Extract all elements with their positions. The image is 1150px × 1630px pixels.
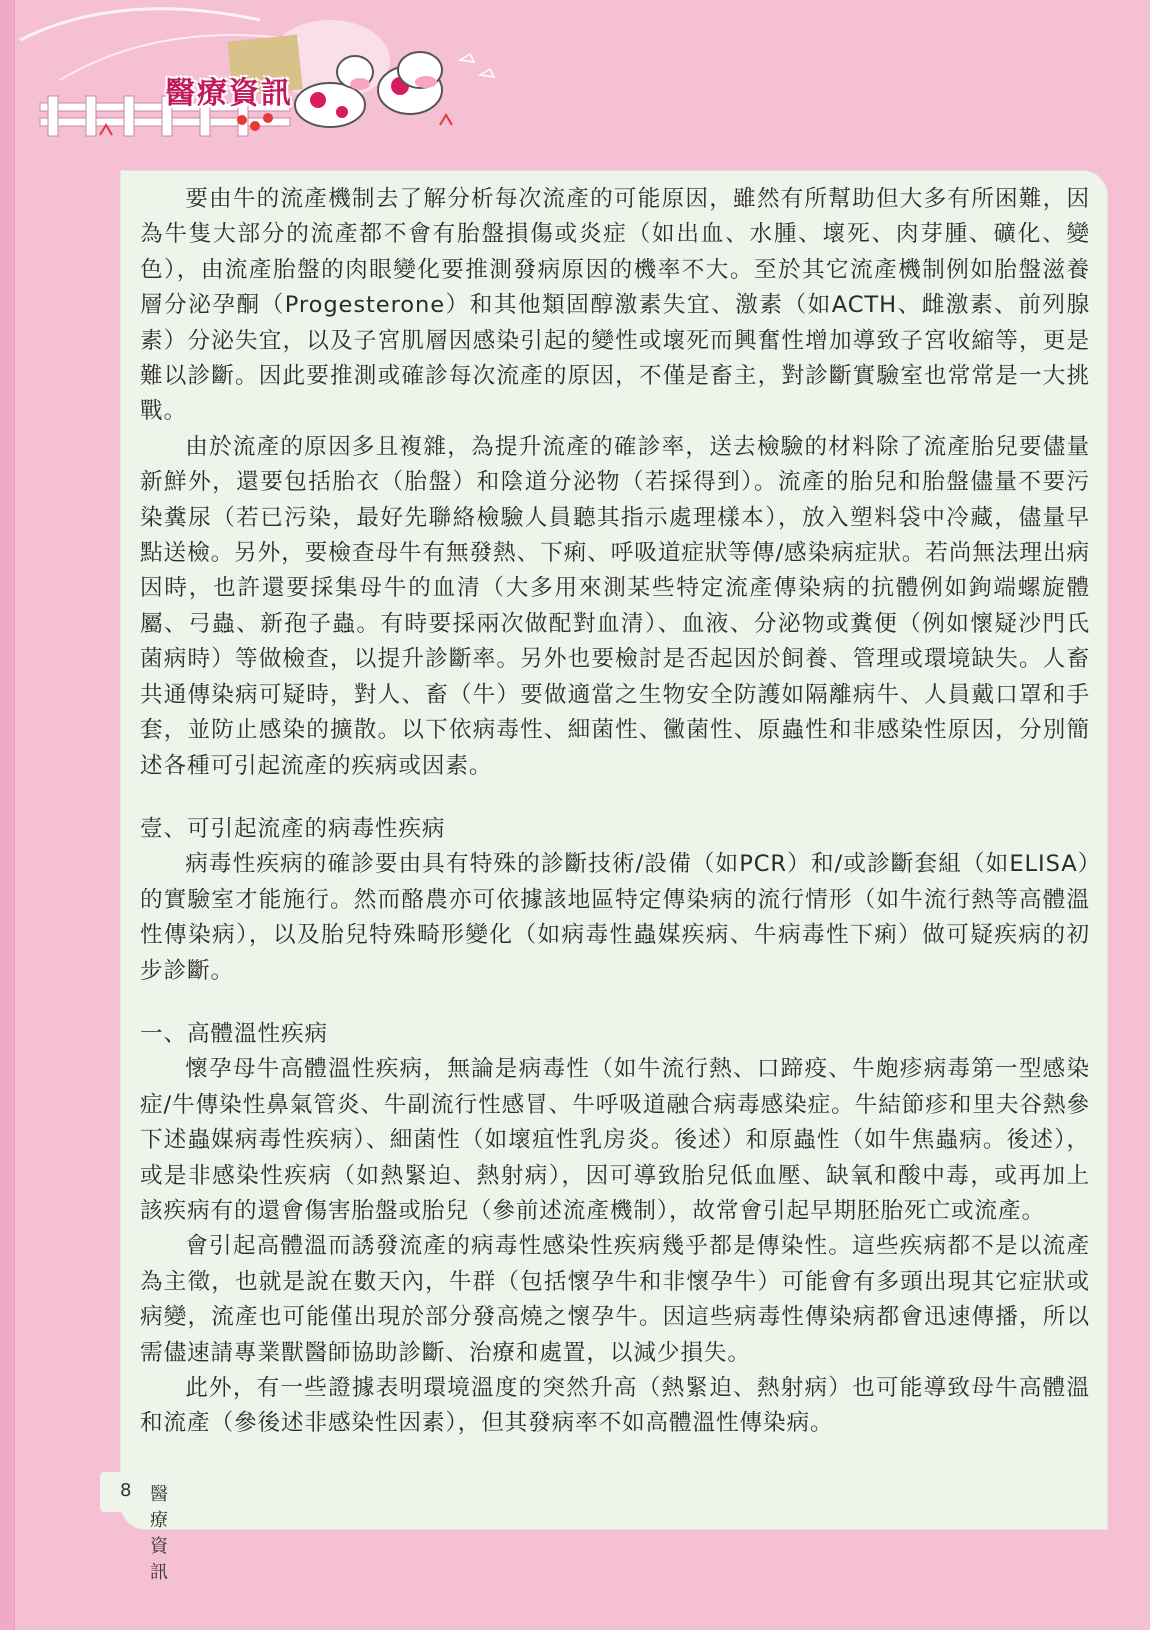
page-number: 8 (120, 1480, 132, 1501)
subsection-heading: 一、高體溫性疾病 (140, 1020, 328, 1047)
paragraph: 要由牛的流產機制去了解分析每次流產的可能原因，雖然有所幫助但大多有所困難，因為牛隻大部分的流產都不會有胎盤損傷或炎症（如出血、水腫、壞死、肉芽腫、礦化、變色），由流產胎盤的肉眼變化要推測發病原因的機率不大。至於其它流產機制例如胎盤滋養層分泌孕酮（Progesterone）和其他類固醇激素失宜、激素（如ACTH、雌激素、前列腺素）分泌失宜，以及子宮肌層因感染引起的變性或壞死而興奮性增加導致子宮收縮等，更是難以診斷。因此要推測或確診每次流產的原因，不僅是畜主，對診斷實驗室也常常是一大挑戰。 (140, 186, 1090, 425)
footer-section-label: 醫療資訊 (150, 1484, 169, 1583)
paragraph: 此外，有一些證據表明環境溫度的突然升高（熱緊迫、熱射病）也可能導致母牛高體溫和流產（參後述非感染性因素），但其發病率不如高體溫性傳染病。 (140, 1375, 1090, 1437)
paragraph: 病毒性疾病的確診要由具有特殊的診斷技術/設備（如PCR）和/或診斷套組（如ELISA）的實驗室才能施行。然而酪農亦可依據該地區特定傳染病的流行情形（如牛流行熱等高體溫性傳染病），以及胎兒特殊畸形變化（如病毒性蟲媒疾病、牛病毒性下痢）做可疑疾病的初步診斷。 (140, 851, 1090, 984)
paragraph: 懷孕母牛高體溫性疾病，無論是病毒性（如牛流行熱、口蹄疫、牛皰疹病毒第一型感染症/牛傳染性鼻氣管炎、牛副流行性感冒、牛呼吸道融合病毒感染症。牛結節疹和里夫谷熱參下述蟲媒病毒性疾病）、細菌性（如壞疽性乳房炎。後述）和原蟲性（如牛焦蟲病。後述），或是非感染性疾病（如熱緊迫、熱射病），因可導致胎兒低血壓、缺氧和酸中毒，或再加上該疾病有的還會傷害胎盤或胎兒（參前述流產機制），故常會引起早期胚胎死亡或流產。 (140, 1056, 1090, 1224)
header-banner (0, 0, 560, 160)
page-edge-strip (0, 0, 15, 1630)
section-title: 醫療資訊 (165, 76, 293, 111)
article-body (140, 182, 1090, 1442)
section-heading: 壹、可引起流產的病毒性疾病 (140, 815, 446, 842)
paragraph: 會引起高體溫而誘發流產的病毒性感染性疾病幾乎都是傳染性。這些疾病都不是以流產為主徵，也就是說在數天內，牛群（包括懷孕牛和非懷孕牛）可能會有多頭出現其它症狀或病變，流產也可能僅出現於部分發高燒之懷孕牛。因這些病毒性傳染病都會迅速傳播，所以需儘速請專業獸醫師協助診斷、治療和處置，以減少損失。 (140, 1233, 1090, 1366)
paragraph: 由於流產的原因多且複雜，為提升流產的確診率，送去檢驗的材料除了流產胎兒要儘量新鮮外，還要包括胎衣（胎盤）和陰道分泌物（若採得到）。流產的胎兒和胎盤儘量不要污染糞尿（若已污染，最好先聯絡檢驗人員聽其指示處理樣本），放入塑料袋中冷藏，儘量早點送檢。另外，要檢查母牛有無發熱、下痢、呼吸道症狀等傳/感染病症狀。若尚無法理出病因時，也許還要採集母牛的血清（大多用來測某些特定流產傳染病的抗體例如鉤端螺旋體屬、弓蟲、新孢子蟲。有時要採兩次做配對血清）、血液、分泌物或糞便（例如懷疑沙門氏菌病時）等做檢查，以提升診斷率。另外也要檢討是否起因於飼養、管理或環境缺失。人畜共通傳染病可疑時，對人、畜（牛）要做適當之生物安全防護如隔離病牛、人員戴口罩和手套，並防止感染的擴散。以下依病毒性、細菌性、黴菌性、原蟲性和非感染性原因，分別簡述各種可引起流產的疾病或因素。 (140, 433, 1090, 779)
